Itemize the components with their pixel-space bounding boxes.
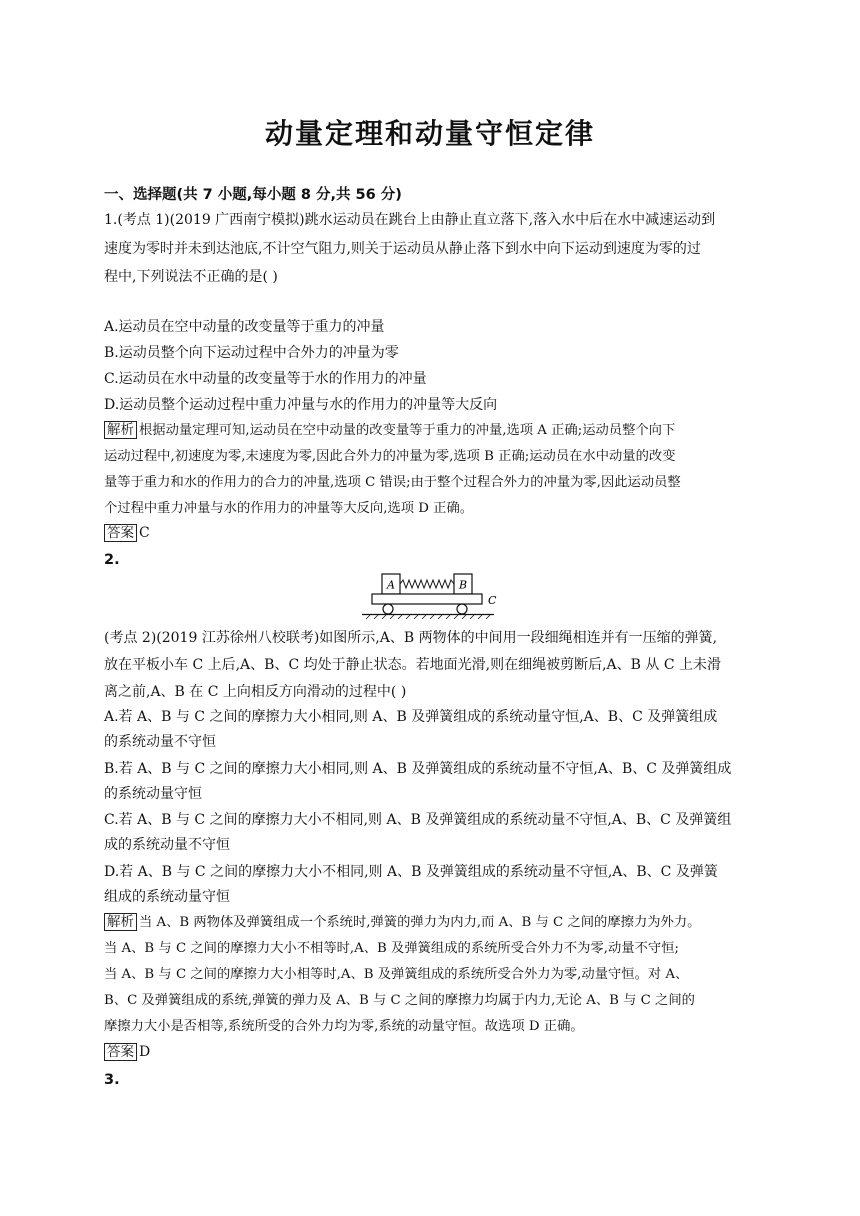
q2-analysis-line: B、C 及弹簧组成的系统,弹簧的弹力及 A、B 与 C 之间的摩擦力均属于内力,无论 A、B 与 C 之间的: [104, 993, 695, 1008]
q1-analysis-line: 个过程中重力冲量与水的作用力的冲量等大反向,选项 D 正确。: [104, 501, 474, 516]
q1-option-c: C.运动员在水中动量的改变量等于水的作用力的冲量: [104, 371, 427, 387]
spring: [400, 580, 454, 588]
q2-answer-value: D: [139, 1044, 151, 1060]
q2-analysis-line: 当 A、B 与 C 之间的摩擦力大小不相等时,A、B 及弹簧组成的系统所受合外力不为零,动量不守恒;: [104, 941, 679, 956]
q1-analysis-line: [104, 421, 675, 440]
q2-option-a-cont: 的系统动量不守恒: [104, 734, 216, 750]
q1-analysis-text: 根据动量定理可知,运动员在空中动量的改变量等于重力的冲量,选项 A 正确;运动员整个向下: [139, 423, 676, 438]
q2-answer-line: [104, 1043, 150, 1061]
section-heading: 一、选择题(共 7 小题,每小题 8 分,共 56 分): [104, 187, 402, 203]
q2-analysis-text: 当 A、B 两物体及弹簧组成一个系统时,弹簧的弹力为内力,而 A、B 与 C 之间的摩擦力为外力。: [139, 915, 701, 930]
q1-analysis-line: 运动过程中,初速度为零,末速度为零,因此合外力的冲量为零,选项 B 正确;运动员在水中动量的改变: [104, 449, 676, 464]
q2-option-b: B.若 A、B 与 C 之间的摩擦力大小相同,则 A、B 及弹簧组成的系统动量不守恒,A、B、C 及弹簧组成: [104, 761, 732, 777]
q2-stem-line: 离之前,A、B 在 C 上向相反方向滑动的过程中( ): [104, 684, 407, 700]
q2-stem-line: (考点 2)(2019 江苏徐州八校联考)如图所示,A、B 两物体的中间用一段细绳相连并有一压缩的弹簧,: [104, 630, 718, 646]
q2-option-c-cont: 成的系统动量不守恒: [104, 837, 230, 853]
q2-option-a: A.若 A、B 与 C 之间的摩擦力大小相同,则 A、B 及弹簧组成的系统动量守恒,A、B、C 及弹簧组成: [104, 709, 718, 725]
q1-answer-value: C: [139, 525, 150, 541]
document-title: 动量定理和动量守恒定律: [264, 117, 595, 150]
q1-stem-line: 速度为零时并未到达池底,不计空气阻力,则关于运动员从静止落下到水中向下运动到速度为零的过: [104, 241, 701, 257]
block-a-label: A: [387, 578, 395, 592]
q2-option-b-cont: 的系统动量守恒: [104, 786, 202, 802]
q2-option-d: D.若 A、B 与 C 之间的摩擦力大小不相同,则 A、B 及弹簧组成的系统动量不守恒,A、B、C 及弹簧: [104, 864, 718, 880]
q2-option-d-cont: 组成的系统动量守恒: [104, 889, 230, 905]
q1-stem-line: 1.(考点 1)(2019 广西南宁模拟)跳水运动员在跳台上由静止直立落下,落入水中后在水中减速运动到: [104, 212, 716, 228]
analysis-tag: 解析: [104, 913, 137, 931]
cart-platform: [372, 594, 482, 604]
q2-stem-line: 放在平板小车 C 上后,A、B、C 均处于静止状态。若地面光滑,则在细绳被剪断后,A、B 从 C 上未滑: [104, 657, 721, 673]
q2-analysis-line: 当 A、B 与 C 之间的摩擦力大小相等时,A、B 及弹簧组成的系统所受合外力为零,动量守恒。对 A、: [104, 967, 689, 982]
q1-analysis-line: 量等于重力和水的作用力的合力的冲量,选项 C 错误;由于整个过程合外力的冲量为零,因此运动员整: [104, 475, 681, 490]
q1-option-b: B.运动员整个向下运动过程中合外力的冲量为零: [104, 345, 399, 361]
q2-analysis-line: 摩擦力大小是否相等,系统所受的合外力均为零,系统的动量守恒。故选项 D 正确。: [104, 1019, 584, 1034]
block-b-label: B: [458, 578, 468, 592]
cart-spring-figure: [360, 570, 520, 620]
q2-option-c: C.若 A、B 与 C 之间的摩擦力大小不相同,则 A、B 及弹簧组成的系统动量不守恒,A、B、C 及弹簧组: [104, 812, 732, 828]
wheel-right: [457, 604, 467, 614]
ground-hatching: [366, 615, 490, 619]
q1-stem-line: 程中,下列说法不正确的是( ): [104, 269, 278, 285]
q2-number: 2.: [104, 552, 120, 568]
q1-option-d: D.运动员整个运动过程中重力冲量与水的作用力的冲量等大反向: [104, 397, 498, 413]
q1-option-a: A.运动员在空中动量的改变量等于重力的冲量: [104, 319, 385, 335]
answer-tag: 答案: [104, 524, 137, 542]
cart-label: C: [488, 594, 497, 607]
q1-answer-line: [104, 524, 150, 542]
answer-tag: 答案: [104, 1043, 137, 1061]
wheel-left: [383, 604, 393, 614]
q2-analysis-line: [104, 913, 700, 932]
analysis-tag: 解析: [104, 421, 137, 439]
q3-number: 3.: [104, 1072, 120, 1088]
